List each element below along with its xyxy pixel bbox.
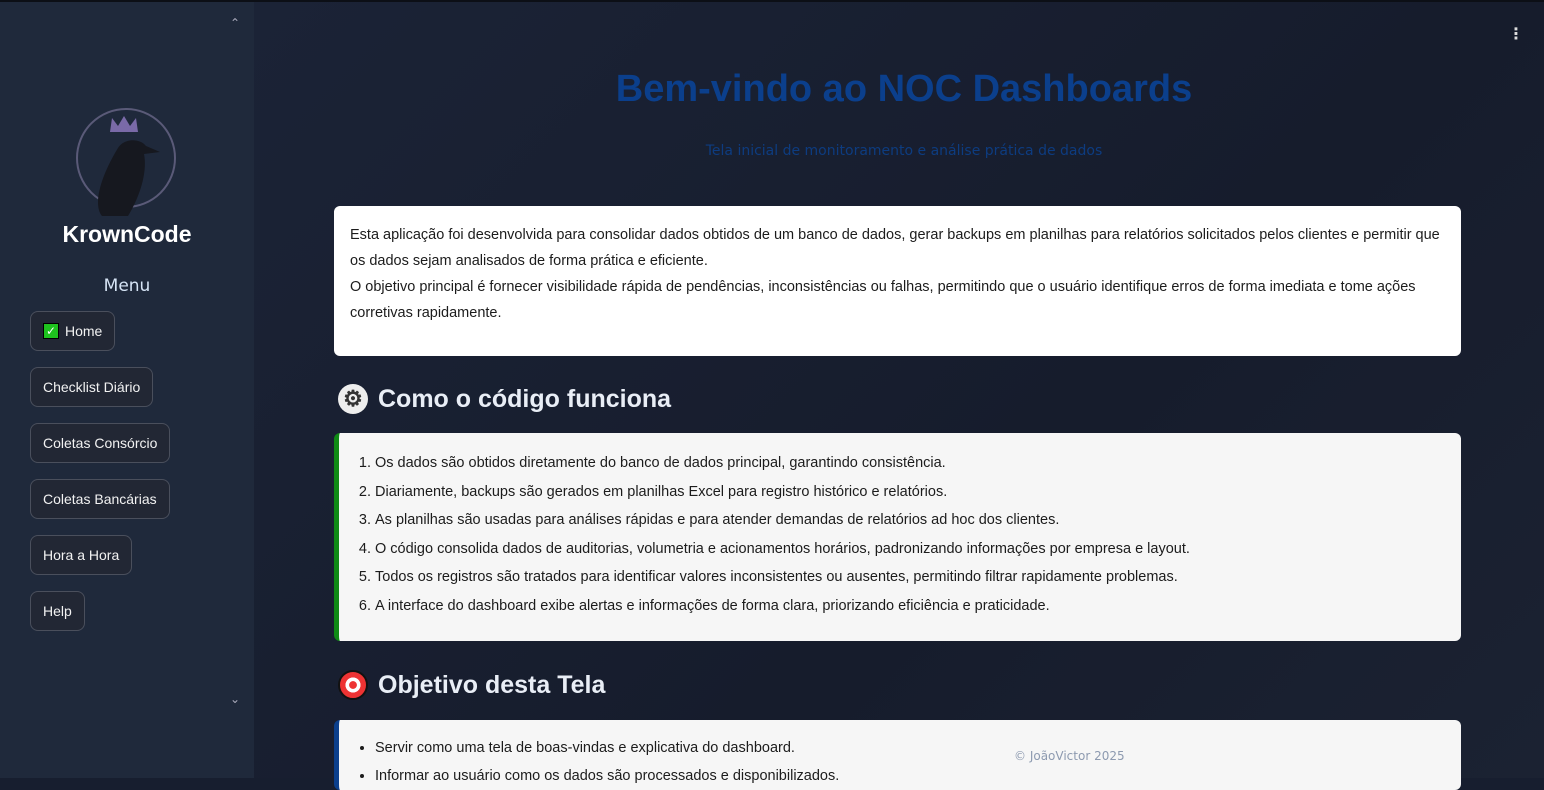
nav-label: Coletas Consórcio bbox=[43, 435, 158, 451]
check-icon: ✓ bbox=[43, 323, 59, 339]
list-item: 3. As planilhas são usadas para análises rápidas e para atender demandas de relatórios ad hoc dos clientes. bbox=[375, 506, 1461, 535]
steps-card bbox=[334, 433, 1461, 641]
brand-name: KrownCode bbox=[62, 221, 192, 247]
nav-label: Hora a Hora bbox=[43, 547, 120, 563]
list-item: 2. Diariamente, backups são gerados em planilhas Excel para registro histórico e relatórios. bbox=[375, 478, 1461, 507]
list-item: 4. O código consolida dados de auditorias, volumetria e acionamentos horários, padronizando informações por empresa e layout. bbox=[375, 535, 1461, 564]
heading-text: Como o código funciona bbox=[378, 384, 672, 413]
nav-coletas-consorcio-button[interactable] bbox=[30, 423, 170, 463]
collapse-up-icon[interactable]: ⌃ bbox=[230, 16, 241, 30]
main-content bbox=[254, 2, 1544, 784]
heading-text: Objetivo desta Tela bbox=[378, 670, 606, 699]
intro-paragraph: Esta aplicação foi desenvolvida para consolidar dados obtidos de um banco de dados, gerar backups em planilhas para relatórios solicitados pelos clientes e permitir que os dados sejam analisados de forma prática e eficiente. bbox=[350, 227, 1440, 269]
goals-card bbox=[334, 720, 1461, 790]
footer-copyright: © JoãoVictor 2025 bbox=[1014, 749, 1125, 763]
collapse-down-icon[interactable]: ⌄ bbox=[230, 692, 241, 706]
nav-hora-a-hora-button[interactable] bbox=[30, 535, 132, 575]
nav-label: Home bbox=[65, 323, 103, 339]
target-icon bbox=[338, 670, 368, 700]
nav-home-button[interactable] bbox=[30, 311, 115, 351]
intro-paragraph: O objetivo principal é fornecer visibilidade rápida de pendências, inconsistências ou falhas, permitindo que o usuário identifique erros de forma imediata e tome ações corretivas rapidamente. bbox=[350, 279, 1416, 321]
krowncode-logo bbox=[62, 104, 192, 222]
list-item: • Servir como uma tela de boas-vindas e explicativa do dashboard. bbox=[375, 734, 1461, 762]
section-heading-goal bbox=[338, 670, 605, 700]
sidebar bbox=[0, 2, 254, 778]
intro-card bbox=[334, 206, 1461, 356]
nav-label: Checklist Diário bbox=[43, 379, 141, 395]
section-heading-how bbox=[338, 384, 671, 414]
list-item: 1. Os dados são obtidos diretamente do banco de dados principal, garantindo consistência. bbox=[375, 449, 1461, 478]
page-title: Bem-vindo ao NOC Dashboards bbox=[615, 68, 1193, 110]
menu-label: Menu bbox=[103, 276, 151, 296]
more-options-icon[interactable]: ⋮ bbox=[1508, 24, 1524, 43]
nav-checklist-diario-button[interactable] bbox=[30, 367, 153, 407]
gear-icon: ⚙ bbox=[338, 384, 368, 414]
list-item: 6. A interface do dashboard exibe alertas e informações de forma clara, priorizando eficiência e praticidade. bbox=[375, 592, 1461, 621]
list-item: • Informar ao usuário como os dados são processados e disponibilizados. bbox=[375, 762, 1461, 790]
nav-label: Help bbox=[43, 603, 72, 619]
list-item: 5. Todos os registros são tratados para identificar valores inconsistentes ou ausentes, permitindo filtrar rapidamente problemas. bbox=[375, 563, 1461, 592]
page-subtitle: Tela inicial de monitoramento e análise prática de dados bbox=[705, 143, 1103, 159]
nav-help-button[interactable] bbox=[30, 591, 85, 631]
nav-coletas-bancarias-button[interactable] bbox=[30, 479, 170, 519]
nav-label: Coletas Bancárias bbox=[43, 491, 157, 507]
